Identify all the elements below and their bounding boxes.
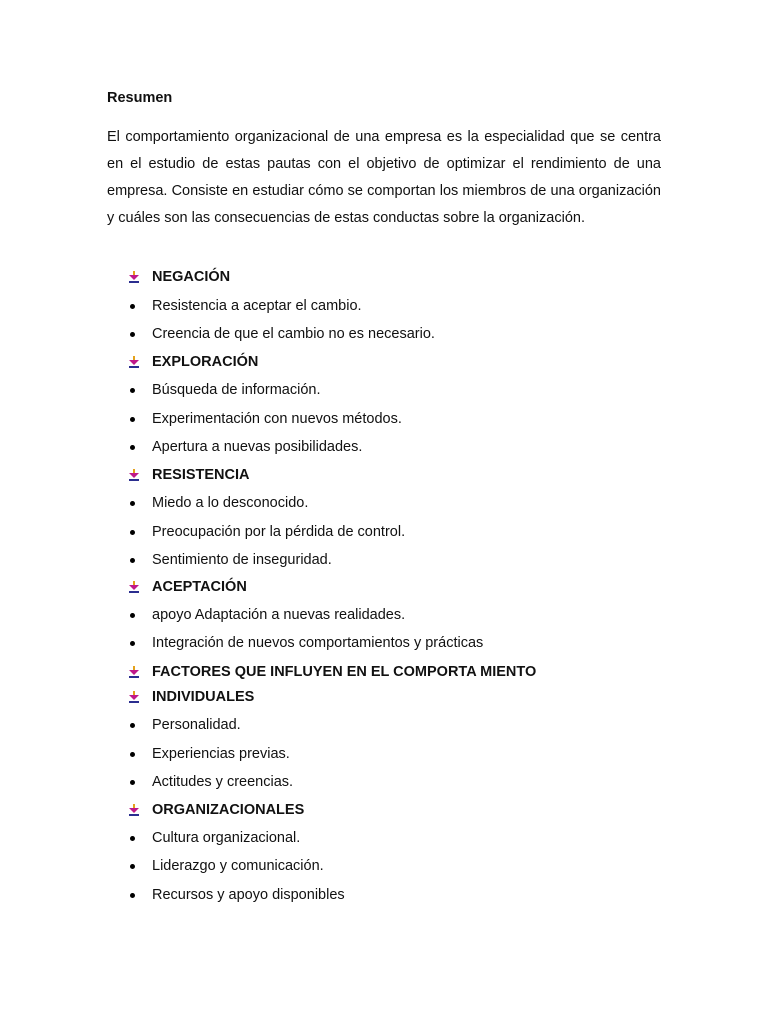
arrow-bullet-icon xyxy=(128,466,140,484)
list-item-text: Resistencia a aceptar el cambio. xyxy=(152,298,362,314)
arrow-bullet-icon xyxy=(128,353,140,371)
bullet-dot-icon xyxy=(128,438,140,456)
bullet-dot-icon xyxy=(128,857,140,875)
section-heading xyxy=(0,353,258,371)
list-item xyxy=(0,551,332,569)
list-item-text: Experimentación con nuevos métodos. xyxy=(152,411,402,427)
list-item-text: Miedo a lo desconocido. xyxy=(152,495,309,511)
list-item-text: Actitudes y creencias. xyxy=(152,774,294,790)
list-item-text: Experiencias previas. xyxy=(152,746,290,762)
arrow-bullet-icon xyxy=(128,688,140,706)
section-heading xyxy=(0,578,247,596)
list-item-text: Preocupación por la pérdida de control. xyxy=(152,524,406,540)
arrow-bullet-icon xyxy=(128,663,140,681)
list-item-text: Liderazgo y comunicación. xyxy=(152,858,324,874)
arrow-bullet-icon xyxy=(128,801,140,819)
list-item xyxy=(0,829,300,847)
list-item-text: Cultura organizacional. xyxy=(152,830,301,846)
list-item xyxy=(0,773,293,791)
list-item-text: Personalidad. xyxy=(152,717,241,733)
summary-paragraph: El comportamiento organizacional de una empresa es la especialidad que se centra en el estudio de estas pautas con el objetivo de optimizar el rendimiento de una empresa. Consiste en estudiar cómo se comportan los miembros de una organización y cuáles son las consecuencias de estas conductas sobre la organización. xyxy=(107,129,661,226)
section-heading xyxy=(0,801,304,819)
bullet-dot-icon xyxy=(128,523,140,541)
list-item xyxy=(0,523,405,541)
list-item-text: Apertura a nuevas posibilidades. xyxy=(152,439,363,455)
section-heading-text: INDIVIDUALES xyxy=(152,689,255,705)
section-heading-text: ORGANIZACIONALES xyxy=(152,802,305,818)
arrow-bullet-icon xyxy=(128,268,140,286)
bullet-dot-icon xyxy=(128,325,140,343)
list-item-text: Búsqueda de información. xyxy=(152,382,321,398)
section-heading-text: EXPLORACIÓN xyxy=(152,354,259,370)
list-item xyxy=(0,634,483,652)
bullet-dot-icon xyxy=(128,829,140,847)
bullet-dot-icon xyxy=(128,551,140,569)
list-item-text: Recursos y apoyo disponibles xyxy=(152,887,345,903)
section-heading xyxy=(0,268,230,286)
list-item xyxy=(0,606,405,624)
list-item xyxy=(0,297,362,315)
list-item-text: apoyo Adaptación a nuevas realidades. xyxy=(152,607,406,623)
list-item xyxy=(0,716,241,734)
list-item-text: Sentimiento de inseguridad. xyxy=(152,552,332,568)
list-item xyxy=(0,745,290,763)
section-heading-text: ACEPTACIÓN xyxy=(152,579,247,595)
list-item xyxy=(0,857,324,875)
list-item xyxy=(0,886,345,904)
list-item xyxy=(0,381,320,399)
section-heading-text: RESISTENCIA xyxy=(152,467,250,483)
bullet-dot-icon xyxy=(128,773,140,791)
document-title: Resumen xyxy=(107,90,173,106)
bullet-dot-icon xyxy=(128,606,140,624)
list-item-text: Creencia de que el cambio no es necesario. xyxy=(152,326,435,342)
list-item-text: Integración de nuevos comportamientos y prácticas xyxy=(152,635,484,651)
bullet-dot-icon xyxy=(128,297,140,315)
list-item xyxy=(0,494,308,512)
bullet-dot-icon xyxy=(128,634,140,652)
section-heading xyxy=(0,663,536,681)
bullet-dot-icon xyxy=(128,886,140,904)
list-item xyxy=(0,410,402,428)
bullet-dot-icon xyxy=(128,716,140,734)
list-item xyxy=(0,325,435,343)
bullet-dot-icon xyxy=(128,410,140,428)
section-heading xyxy=(0,688,254,706)
bullet-dot-icon xyxy=(128,745,140,763)
bullet-dot-icon xyxy=(128,494,140,512)
list-item xyxy=(0,438,362,456)
arrow-bullet-icon xyxy=(128,578,140,596)
bullet-dot-icon xyxy=(128,381,140,399)
section-heading xyxy=(0,466,250,484)
section-heading-text: FACTORES QUE INFLUYEN EN EL COMPORTA MIENTO xyxy=(152,664,537,680)
section-heading-text: NEGACIÓN xyxy=(152,269,231,285)
